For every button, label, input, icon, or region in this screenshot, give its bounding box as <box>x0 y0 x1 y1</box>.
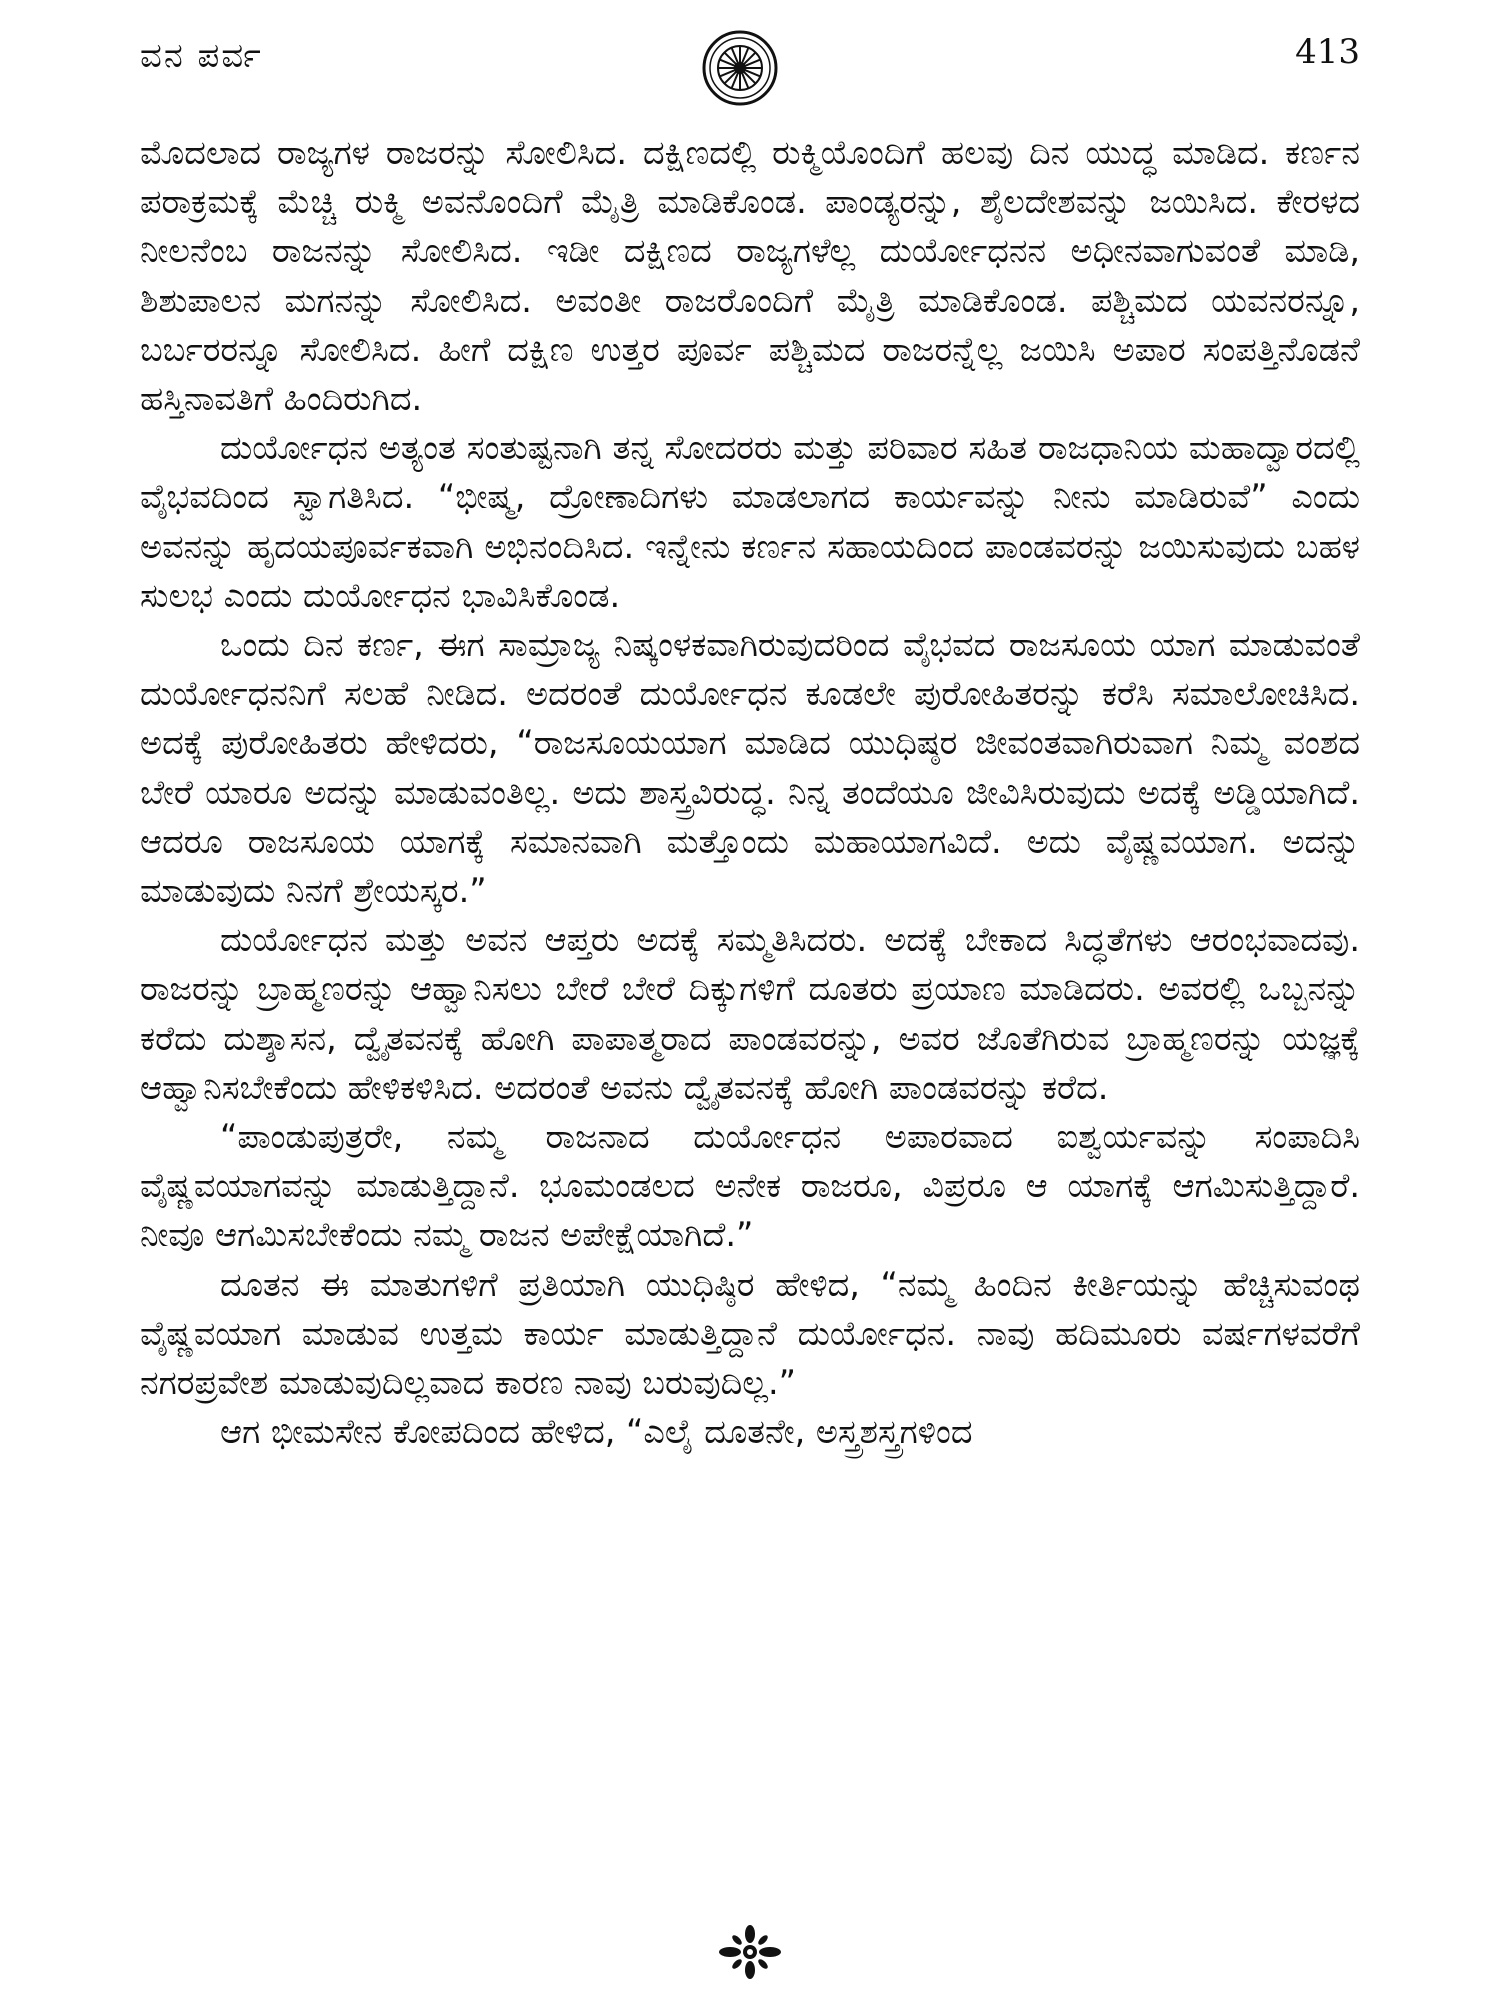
paragraph: ಮೊದಲಾದ ರಾಜ್ಯಗಳ ರಾಜರನ್ನು ಸೋಲಿಸಿದ. ದಕ್ಷಿಣದಲ್ಲಿ ರುಕ್ಮಿಯೊಂದಿಗೆ ಹಲವು ದಿನ ಯುದ್ಧ ಮಾಡಿದ. ಕರ್ಣನ ಪರಾಕ್ರಮಕ್ಕೆ ಮೆಚ್ಚಿ ರುಕ್ಮಿ ಅವನೊಂದಿಗೆ ಮೈತ್ರಿ ಮಾಡಿಕೊಂಡ. ಪಾಂಡ್ಯರನ್ನು, ಶೈಲದೇಶವನ್ನು ಜಯಿಸಿದ. ಕೇರಳದ ನೀಲನೆಂಬ ರಾಜನನ್ನು ಸೋಲಿಸಿದ. ಇಡೀ ದಕ್ಷಿಣದ ರಾಜ್ಯಗಳೆಲ್ಲ ದುರ್ಯೋಧನನ ಅಧೀನವಾಗುವಂತೆ ಮಾಡಿ, ಶಿಶುಪಾಲನ ಮಗನನ್ನು ಸೋಲಿಸಿದ. ಅವಂತೀ ರಾಜರೊಂದಿಗೆ ಮೈತ್ರಿ ಮಾಡಿಕೊಂಡ. ಪಶ್ಚಿಮದ ಯವನರನ್ನೂ, ಬರ್ಬರರನ್ನೂ ಸೋಲಿಸಿದ. ಹೀಗೆ ದಕ್ಷಿಣ ಉತ್ತರ ಪೂರ್ವ ಪಶ್ಚಿಮದ ರಾಜರನ್ನೆಲ್ಲ ಜಯಿಸಿ ಅಪಾರ ಸಂಪತ್ತಿನೊಡನೆ ಹಸ್ತಿನಾವತಿಗೆ ಹಿಂದಿರುಗಿದ. <box>140 133 1360 419</box>
paragraph: ದುರ್ಯೋಧನ ಅತ್ಯಂತ ಸಂತುಷ್ಟನಾಗಿ ತನ್ನ ಸೋದರರು ಮತ್ತು ಪರಿವಾರ ಸಹಿತ ರಾಜಧಾನಿಯ ಮಹಾದ್ವಾರದಲ್ಲಿ ವೈಭವದಿಂದ ಸ್ವಾಗತಿಸಿದ. “ಭೀಷ್ಮ, ದ್ರೋಣಾದಿಗಳು ಮಾಡಲಾಗದ ಕಾರ್ಯವನ್ನು ನೀನು ಮಾಡಿರುವೆ” ಎಂದು ಅವನನ್ನು ಹೃದಯಪೂರ್ವಕವಾಗಿ ಅಭಿನಂದಿಸಿದ. ಇನ್ನೇನು ಕರ್ಣನ ಸಹಾಯದಿಂದ ಪಾಂಡವರನ್ನು ಜಯಿಸುವುದು ಬಹಳ ಸುಲಭ ಎಂದು ದುರ್ಯೋಧನ ಭಾವಿಸಿಕೊಂಡ. <box>140 428 1360 615</box>
paragraph: ದೂತನ ಈ ಮಾತುಗಳಿಗೆ ಪ್ರತಿಯಾಗಿ ಯುಧಿಷ್ಠಿರ ಹೇಳಿದ, “ನಮ್ಮ ಹಿಂದಿನ ಕೀರ್ತಿಯನ್ನು ಹೆಚ್ಚಿಸುವಂಥ ವೈಷ್ಣವಯಾಗ ಮಾಡುವ ಉತ್ತಮ ಕಾರ್ಯ ಮಾಡುತ್ತಿದ್ದಾನೆ ದುರ್ಯೋಧನ. ನಾವು ಹದಿಮೂರು ವರ್ಷಗಳವರೆಗೆ ನಗರಪ್ರವೇಶ ಮಾಡುವುದಿಲ್ಲವಾದ ಕಾರಣ ನಾವು ಬರುವುದಿಲ್ಲ.” <box>140 1264 1360 1403</box>
body-text <box>140 128 1360 1456</box>
paragraph: ಆಗ ಭೀಮಸೇನ ಕೋಪದಿಂದ ಹೇಳಿದ, “ಎಲೈ ದೂತನೇ, ಅಸ್ತ್ರಶಸ್ತ್ರಗಳಿಂದ <box>220 1412 973 1452</box>
paragraph: ದುರ್ಯೋಧನ ಮತ್ತು ಅವನ ಆಪ್ತರು ಅದಕ್ಕೆ ಸಮ್ಮತಿಸಿದರು. ಅದಕ್ಕೆ ಬೇಕಾದ ಸಿದ್ಧತೆಗಳು ಆರಂಭವಾದವು. ರಾಜರನ್ನು ಬ್ರಾಹ್ಮಣರನ್ನು ಆಹ್ವಾನಿಸಲು ಬೇರೆ ಬೇರೆ ದಿಕ್ಕುಗಳಿಗೆ ದೂತರು ಪ್ರಯಾಣ ಮಾಡಿದರು. ಅವರಲ್ಲಿ ಒಬ್ಬನನ್ನು ಕರೆದು ದುಶ್ಶಾಸನ, ದ್ವೈತವನಕ್ಕೆ ಹೋಗಿ ಪಾಪಾತ್ಮರಾದ ಪಾಂಡವರನ್ನು, ಅವರ ಜೊತೆಗಿರುವ ಬ್ರಾಹ್ಮಣರನ್ನು ಯಜ್ಞಕ್ಕೆ ಆಹ್ವಾನಿಸಬೇಕೆಂದು ಹೇಳಿಕಳಿಸಿದ. ಅದರಂತೆ ಅವನು ದ್ವೈತವನಕ್ಕೆ ಹೋಗಿ ಪಾಂಡವರನ್ನು ಕರೆದ. <box>140 920 1361 1107</box>
floral-ornament-icon <box>715 1922 785 1982</box>
page-header <box>140 28 1360 108</box>
running-title: ವನ ಪರ್ವ <box>140 36 263 76</box>
paragraph: “ಪಾಂಡುಪುತ್ರರೇ, ನಮ್ಮ ರಾಜನಾದ ದುರ್ಯೋಧನ ಅಪಾರವಾದ ಐಶ್ವರ್ಯವನ್ನು ಸಂಪಾದಿಸಿ ವೈಷ್ಣವಯಾಗವನ್ನು ಮಾಡುತ್ತಿದ್ದಾನೆ. ಭೂಮಂಡಲದ ಅನೇಕ ರಾಜರೂ, ವಿಪ್ರರೂ ಆ ಯಾಗಕ್ಕೆ ಆಗಮಿಸುತ್ತಿದ್ದಾರೆ. ನೀವೂ ಆಗಮಿಸಬೇಕೆಂದು ನಮ್ಮ ರಾಜನ ಅಪೇಕ್ಷೆಯಾಗಿದೆ.” <box>140 1117 1360 1255</box>
page-number: 413 <box>1295 32 1360 72</box>
paragraph: ಒಂದು ದಿನ ಕರ್ಣ, ಈಗ ಸಾಮ್ರಾಜ್ಯ ನಿಷ್ಕಂಳಕವಾಗಿರುವುದರಿಂದ ವೈಭವದ ರಾಜಸೂಯ ಯಾಗ ಮಾಡುವಂತೆ ದುರ್ಯೋಧನನಿಗೆ ಸಲಹೆ ನೀಡಿದ. ಅದರಂತೆ ದುರ್ಯೋಧನ ಕೂಡಲೇ ಪುರೋಹಿತರನ್ನು ಕರೆಸಿ ಸಮಾಲೋಚಿಸಿದ. ಅದಕ್ಕೆ ಪುರೋಹಿತರು ಹೇಳಿದರು, “ರಾಜಸೂಯಯಾಗ ಮಾಡಿದ ಯುಧಿಷ್ಠರ ಜೀವಂತವಾಗಿರುವಾಗ ನಿಮ್ಮ ವಂಶದ ಬೇರೆ ಯಾರೂ ಅದನ್ನು ಮಾಡುವಂತಿಲ್ಲ. ಅದು ಶಾಸ್ತ್ರವಿರುದ್ಧ. ನಿನ್ನ ತಂದೆಯೂ ಜೀವಿಸಿರುವುದು ಅದಕ್ಕೆ ಅಡ್ಡಿಯಾಗಿದೆ. ಆದರೂ ರಾಜಸೂಯ ಯಾಗಕ್ಕೆ ಸಮಾನವಾಗಿ ಮತ್ತೊಂದು ಮಹಾಯಾಗವಿದೆ. ಅದು ವೈಷ್ಣವಯಾಗ. ಅದನ್ನು ಮಾಡುವುದು ನಿನಗೆ ಶ್ರೇಯಸ್ಕರ.” <box>140 625 1360 911</box>
chakra-emblem-icon <box>700 28 780 108</box>
